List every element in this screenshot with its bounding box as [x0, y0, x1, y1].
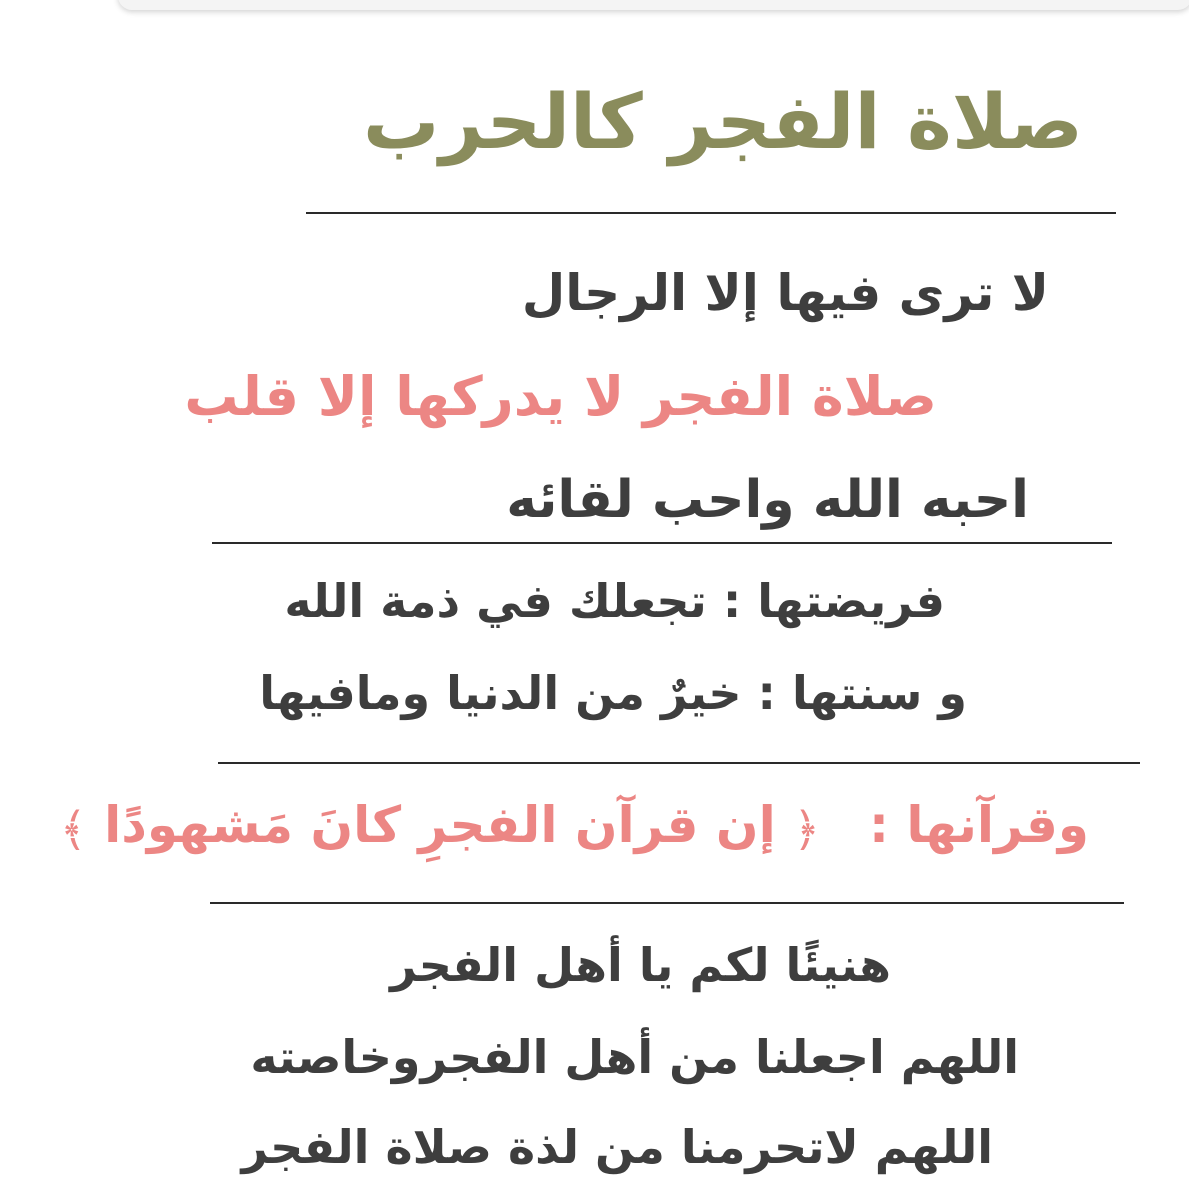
text-line-5: و سنتها : خيرٌ من الدنيا ومافيها [259, 666, 967, 720]
text-line-3: احبه الله واحب لقائه [506, 470, 1029, 530]
quote-prefix: وقرآنها : [868, 796, 1089, 854]
text-line-4: فريضتها : تجعلك في ذمة الله [284, 574, 945, 628]
top-bar [118, 0, 1189, 10]
quote-open-bracket: ﴿ [793, 801, 821, 856]
quote-close-bracket: ﴾ [59, 801, 87, 856]
divider-1 [306, 212, 1116, 214]
page-title: صلاة الفجر كالحرب [363, 77, 1083, 166]
quote-line [59, 796, 1089, 856]
text-line-7: هنيئًا لكم يا أهل الفجر [390, 938, 891, 992]
text-line-8: اللهم اجعلنا من أهل الفجروخاصته [250, 1030, 1019, 1084]
text-line-1: لا ترى فيها إلا الرجال [521, 264, 1049, 322]
divider-2 [212, 542, 1112, 544]
divider-3 [218, 762, 1140, 764]
divider-4 [210, 902, 1124, 904]
text-line-2: صلاة الفجر لا يدركها إلا قلب [184, 365, 937, 428]
quote-text: إن قرآن الفجرِ كانَ مَشهودًا [104, 796, 776, 854]
text-line-9: اللهم لاتحرمنا من لذة صلاة الفجر [241, 1120, 993, 1174]
